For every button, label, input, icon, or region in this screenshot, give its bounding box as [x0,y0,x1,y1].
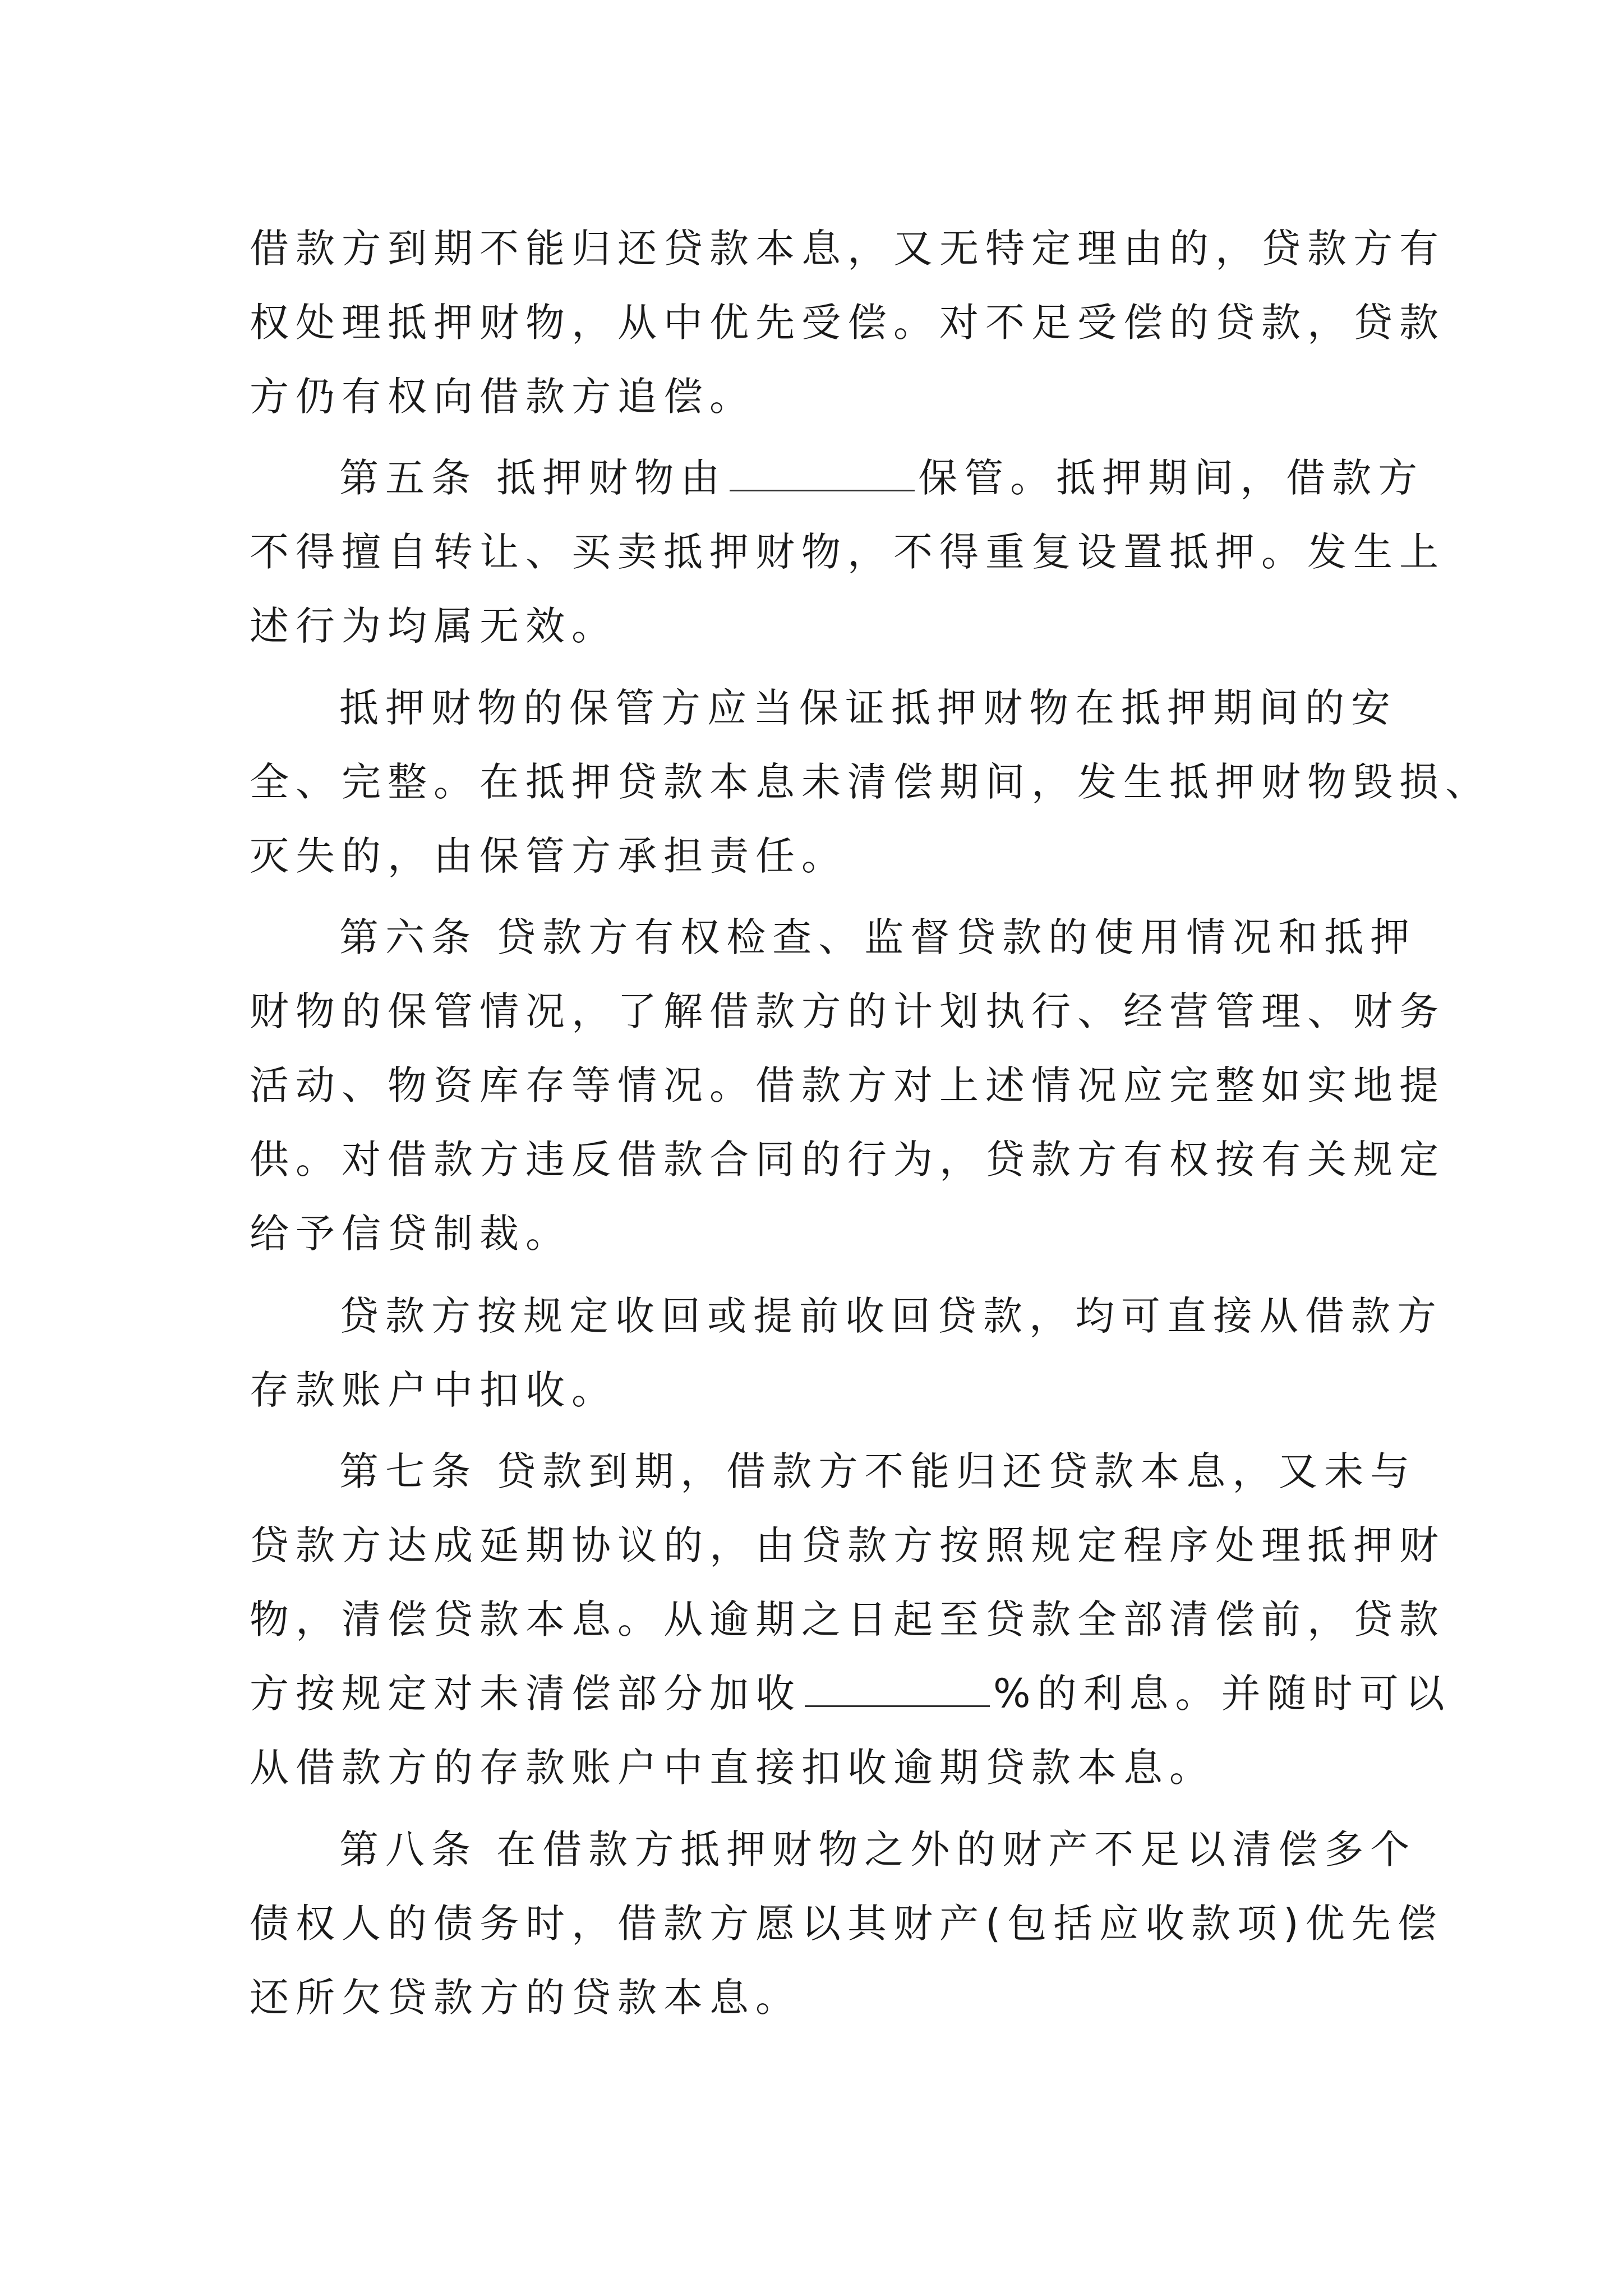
text-line: 权处理抵押财物，从中优先受偿。对不足受偿的贷款，贷款 [250,300,1445,346]
text-line: 活动、物资库存等情况。借款方对上述情况应完整如实地提 [250,1062,1445,1108]
text-segment: %的利息。并随时可以 [993,1671,1451,1717]
text-segment: 保管。抵押期间，借款方 [918,455,1424,501]
text-line: 还所欠贷款方的贷款本息。 [250,1975,801,2021]
fill-in-blank [805,1671,990,1707]
text-line: 财物的保管情况，了解借款方的计划执行、经营管理、财务 [250,988,1445,1034]
text-line: 全、完整。在抵押贷款本息未清偿期间，发生抵押财物毁损、 [250,759,1491,805]
text-line: 灭失的，由保管方承担责任。 [250,833,847,879]
paragraph-start: 贷款方按规定收回或提前收回贷款，均可直接从借款方 [339,1293,1443,1339]
text-line: 给予信贷制裁。 [250,1211,571,1257]
text-line: 借款方到期不能归还贷款本息，又无特定理由的，贷款方有 [250,226,1445,272]
article-7-line: 第七条 贷款到期，借款方不能归还贷款本息，又未与 [339,1448,1417,1494]
text-line: 方仍有权向借款方追偿。 [250,374,755,420]
article-8-line: 第八条 在借款方抵押财物之外的财产不足以清偿多个 [339,1826,1417,1872]
text-line: 存款账户中扣收。 [250,1367,617,1413]
text-segment: 第五条 抵押财物由 [339,455,727,501]
fill-in-blank [730,455,915,491]
text-line: 供。对借款方违反借款合同的行为，贷款方有权按有关规定 [250,1137,1445,1182]
article-5-line [339,441,1424,515]
text-line: 述行为均属无效。 [250,603,617,649]
text-line: 不得擅自转让、买卖抵押财物，不得重复设置抵押。发生上 [250,529,1445,575]
paragraph-start: 抵押财物的保管方应当保证抵押财物在抵押期间的安 [339,685,1397,731]
article-6-line: 第六条 贷款方有权检查、监督贷款的使用情况和抵押 [339,914,1417,960]
text-line: 债权人的债务时，借款方愿以其财产(包括应收款项)优先偿 [250,1901,1444,1947]
text-segment: 方按规定对未清偿部分加收 [250,1671,801,1717]
text-line: 贷款方达成延期协议的，由贷款方按照规定程序处理抵押财 [250,1522,1445,1568]
interest-line [250,1657,1451,1731]
text-line: 物，清偿贷款本息。从逾期之日起至贷款全部清偿前，贷款 [250,1596,1445,1642]
text-line: 从借款方的存款账户中直接扣收逾期贷款本息。 [250,1745,1215,1791]
